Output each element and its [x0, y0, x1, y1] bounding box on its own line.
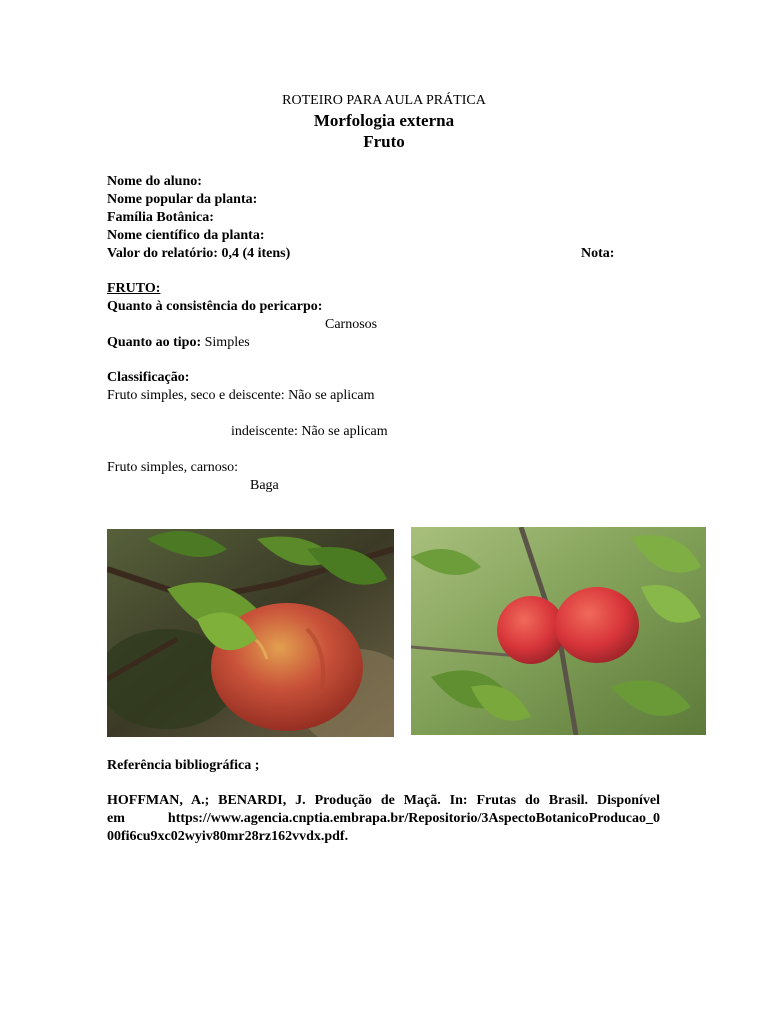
reference-text-line3: 00fi6cu9xc02wyiv80mr28rz162vvdx.pdf.	[107, 829, 349, 844]
field-scientific-name: Nome científico da planta:	[107, 228, 265, 243]
fruit-type-label: Quanto ao tipo:	[107, 335, 202, 350]
classification-heading: Classificação:	[107, 370, 190, 385]
classification-dry-dehiscent: Fruto simples, seco e deiscente: Não se aplicam	[107, 388, 375, 403]
document-title: Morfologia externa	[313, 111, 455, 130]
pericarp-consistency-value: Carnosos	[325, 317, 378, 332]
fruit-type-value: Simples	[204, 335, 250, 350]
field-student-name: Nome do aluno:	[107, 174, 202, 189]
reference-text-line1: HOFFMAN, A.; BENARDI, J. Produção de Maçã. In: Frutas do Brasil. Disponível	[107, 793, 660, 808]
reference-heading: Referência bibliográfica ;	[107, 758, 260, 773]
apple-on-branch-photo	[107, 529, 394, 737]
field-grade: Nota:	[581, 246, 615, 261]
field-popular-name: Nome popular da planta:	[107, 192, 258, 207]
classification-indehiscent: indeiscente: Não se aplicam	[231, 424, 388, 439]
classification-fleshy: Fruto simples, carnoso:	[107, 460, 239, 475]
fruit-type-row	[107, 334, 250, 352]
field-report-value: Valor do relatório: 0,4 (4 itens)	[107, 246, 291, 261]
document-header-line1: ROTEIRO PARA AULA PRÁTICA	[282, 93, 486, 108]
reference-text-line2: em https://www.agencia.cnptia.embrapa.br/Repositorio/3AspectoBotanicoProducao_0	[107, 811, 660, 826]
classification-fleshy-value: Baga	[250, 478, 279, 493]
document-subtitle: Fruto	[363, 132, 405, 151]
field-botanical-family: Família Botânica:	[107, 210, 214, 225]
section-fruto-heading: FRUTO:	[107, 281, 161, 296]
pericarp-consistency-label: Quanto à consistência do pericarpo:	[107, 299, 323, 314]
two-apples-photo	[411, 527, 706, 735]
